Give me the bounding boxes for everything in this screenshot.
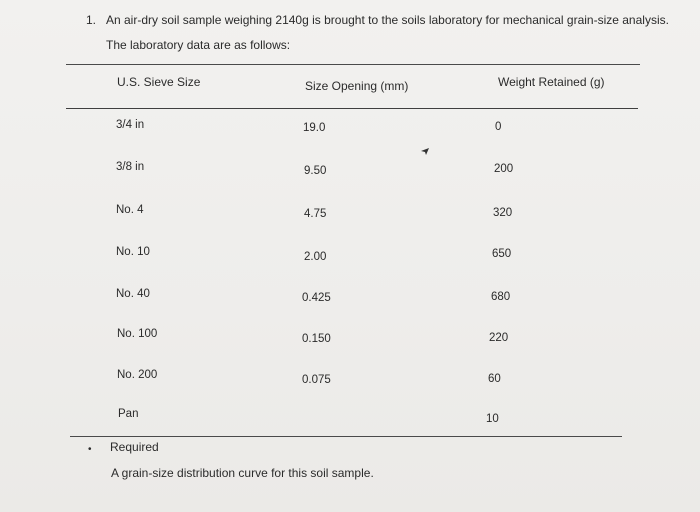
cell-weight-retained: 10 (486, 413, 499, 425)
table-header-rule (66, 108, 638, 109)
column-header-size-opening: Size Opening (mm) (305, 79, 409, 93)
cell-sieve-size: No. 4 (116, 204, 144, 216)
required-text: A grain-size distribution curve for this soil sample. (111, 466, 374, 480)
table-top-rule (66, 64, 640, 65)
column-header-weight-retained: Weight Retained (g) (498, 75, 605, 89)
cell-weight-retained: 320 (493, 207, 513, 219)
cell-size-opening: 2.00 (304, 251, 327, 263)
cell-weight-retained: 220 (489, 332, 509, 344)
cell-size-opening: 4.75 (304, 208, 327, 220)
cell-size-opening: 19.0 (303, 122, 326, 134)
cell-weight-retained: 60 (488, 373, 501, 385)
cell-weight-retained: 200 (494, 163, 514, 175)
cell-sieve-size: No. 40 (116, 288, 150, 300)
cell-sieve-size: No. 200 (117, 369, 158, 381)
table-bottom-rule (70, 436, 622, 437)
cell-sieve-size: 3/8 in (116, 161, 145, 173)
cell-sieve-size: No. 10 (116, 246, 150, 258)
cell-sieve-size: 3/4 in (116, 119, 145, 131)
cell-weight-retained: 680 (491, 291, 511, 303)
cursor-icon (420, 146, 430, 156)
cell-sieve-size: No. 100 (117, 328, 158, 340)
bullet-icon: • (88, 444, 92, 455)
cell-size-opening: 0.425 (302, 292, 331, 304)
problem-number: 1. (86, 13, 97, 27)
required-label: Required (110, 440, 159, 454)
cell-sieve-size: Pan (118, 408, 139, 420)
cell-weight-retained: 0 (495, 121, 502, 133)
cell-size-opening: 0.075 (302, 374, 331, 386)
problem-statement-continued: The laboratory data are as follows: (106, 38, 291, 52)
cell-size-opening: 9.50 (304, 165, 327, 177)
cell-size-opening: 0.150 (302, 333, 331, 345)
cell-weight-retained: 650 (492, 248, 512, 260)
problem-statement: An air-dry soil sample weighing 2140g is brought to the soils laboratory for mechanical grain-size analysis. (106, 13, 669, 27)
column-header-sieve-size: U.S. Sieve Size (117, 75, 201, 89)
